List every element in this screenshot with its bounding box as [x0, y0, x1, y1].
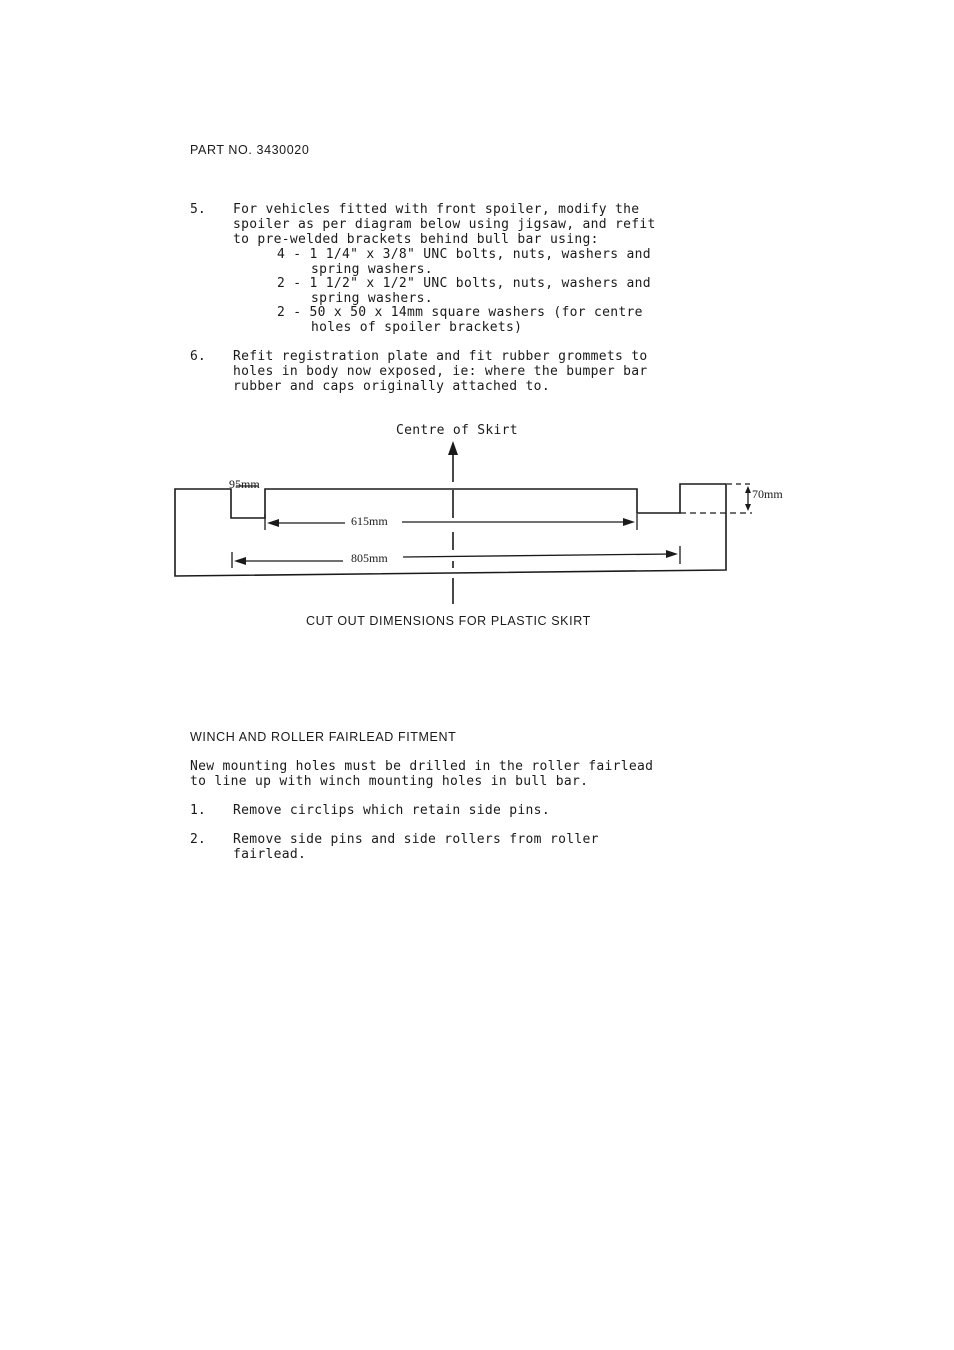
dim-805-arrow-right: [666, 550, 678, 558]
centre-of-skirt-label: Centre of Skirt: [396, 423, 518, 438]
skirt-outline: [175, 484, 726, 576]
item-qty: 4 -: [277, 247, 302, 262]
part-number: PART NO. 3430020: [190, 143, 310, 157]
step-5-number: 5.: [190, 202, 206, 217]
winch-step-2-number: 2.: [190, 832, 206, 847]
winch-heading: WINCH AND ROLLER FAIRLEAD FITMENT: [190, 730, 457, 744]
dim-805-label: 805mm: [351, 551, 388, 565]
item-text: spring washers.: [311, 291, 433, 306]
item-text: 1 1/4" x 3/8" UNC bolts, nuts, washers and: [309, 247, 651, 262]
item-qty: 2 -: [277, 305, 302, 320]
item-qty: 2 -: [277, 276, 302, 291]
step-6-number: 6.: [190, 349, 206, 364]
winch-step-line: Remove side pins and side rollers from roller: [233, 832, 599, 847]
winch-intro: [190, 759, 653, 789]
winch-step-2-text: [233, 832, 599, 862]
step-6-line: Refit registration plate and fit rubber grommets to: [233, 349, 648, 364]
item-text: holes of spoiler brackets): [311, 320, 523, 335]
dim-95-label: 95mm: [229, 477, 260, 491]
winch-step-1-number: 1.: [190, 803, 206, 818]
centre-arrowhead: [448, 441, 458, 455]
diagram-caption: CUT OUT DIMENSIONS FOR PLASTIC SKIRT: [306, 614, 591, 628]
dim-615-arrow-right: [623, 518, 635, 526]
step-6-line: holes in body now exposed, ie: where the bumper bar: [233, 364, 648, 379]
winch-step-line: Remove circlips which retain side pins.: [233, 803, 550, 818]
dim-70-arrow-bottom: [745, 504, 751, 511]
item-text: 50 x 50 x 14mm square washers (for centre: [309, 305, 643, 320]
winch-step-line: fairlead.: [233, 847, 307, 862]
step-6-line: rubber and caps originally attached to.: [233, 379, 550, 394]
winch-intro-line: to line up with winch mounting holes in bull bar.: [190, 774, 589, 789]
dim-70-label: 70mm: [752, 487, 783, 501]
item-text: spring washers.: [311, 262, 433, 277]
dim-615-label: 615mm: [351, 514, 388, 528]
step-5-line: For vehicles fitted with front spoiler, modify the: [233, 202, 640, 217]
winch-intro-line: New mounting holes must be drilled in the roller fairlead: [190, 759, 654, 774]
item-text: 1 1/2" x 1/2" UNC bolts, nuts, washers and: [309, 276, 651, 291]
winch-step-1-text: [233, 803, 550, 818]
step-5-line: spoiler as per diagram below using jigsaw, and refit: [233, 217, 656, 232]
dim-615-arrow-left: [267, 519, 279, 527]
dim-70-arrow-top: [745, 486, 751, 493]
step-5-line: to pre-welded brackets behind bull bar using:: [233, 232, 599, 247]
dim-805-line-right: [403, 554, 673, 557]
dim-805-arrow-left: [234, 557, 246, 565]
